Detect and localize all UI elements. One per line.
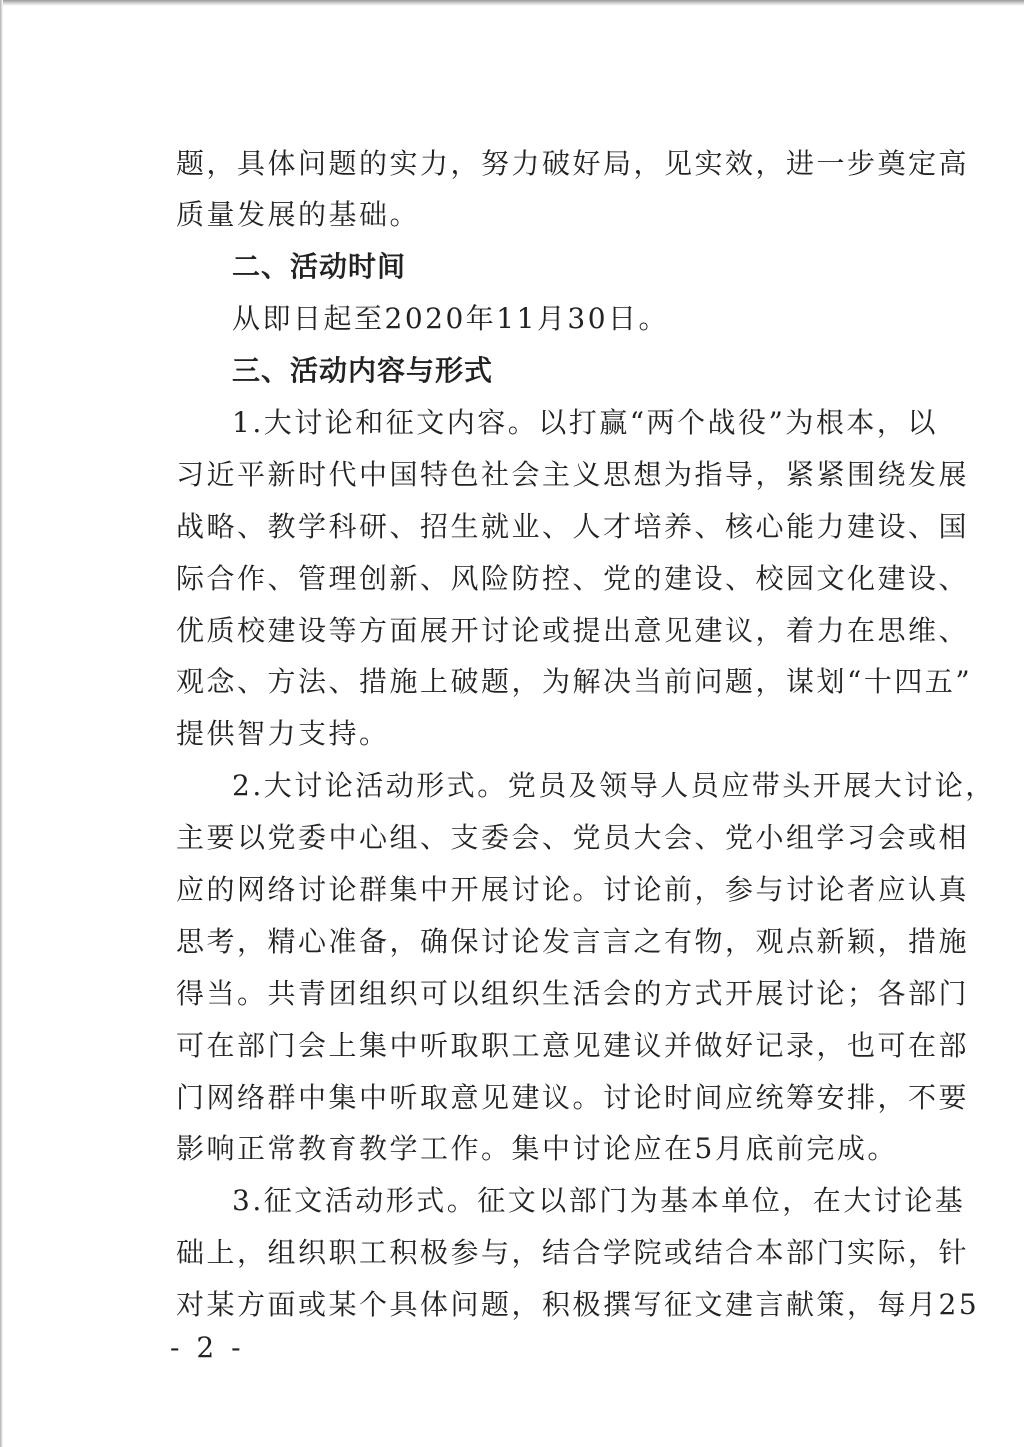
paragraph-line: 2.大讨论活动形式。党员及领导人员应带头开展大讨论， [232,769,996,802]
paragraph-line: 思考，精心准备，确保讨论发言言之有物，观点新颖，措施 [176,925,970,958]
paragraph-line: 际合作、管理创新、风险防控、党的建设、校园文化建设、 [176,562,970,595]
paragraph-line: 优质校建设等方面展开讨论或提出意见建议，着力在思维、 [176,614,970,647]
section-heading-activity-time: 二、活动时间 [232,250,407,283]
page-number: - 2 - [170,1331,245,1364]
paragraph-line: 应的网络讨论群集中开展讨论。讨论前，参与讨论者应认真 [176,873,970,906]
paragraph-line: 习近平新时代中国特色社会主义思想为指导，紧紧围绕发展 [176,458,970,491]
paragraph-line: 提供智力支持。 [176,717,390,750]
paragraph-line: 3.征文活动形式。征文以部门为基本单位，在大讨论基 [232,1184,966,1217]
paragraph-line: 对某方面或某个具体问题，积极撰写征文建言献策，每月25 [176,1288,980,1321]
paragraph-line: 得当。共青团组织可以组织生活会的方式开展讨论；各部门 [176,977,970,1010]
paragraph-line: 础上，组织职工积极参与，结合学院或结合本部门实际，针 [176,1236,970,1269]
paragraph-line: 战略、教学科研、招生就业、人才培养、核心能力建设、国 [176,510,970,543]
section-heading-activity-content: 三、活动内容与形式 [232,354,494,387]
paragraph-line: 质量发展的基础。 [176,198,421,231]
paragraph-line: 影响正常教育教学工作。集中讨论应在5月底前完成。 [176,1132,898,1165]
paragraph-line: 主要以党委中心组、支委会、党员大会、党小组学习会或相 [176,821,970,854]
paragraph-line: 门网络群中集中听取意见建议。讨论时间应统筹安排，不要 [176,1081,970,1114]
paragraph-line: 观念、方法、措施上破题，为解决当前问题，谋划“十四五” [176,665,973,698]
paragraph-line: 从即日起至2020年11月30日。 [232,302,670,335]
paragraph-line: 可在部门会上集中听取职工意见建议并做好记录，也可在部 [176,1029,970,1062]
paragraph-line: 1.大讨论和征文内容。以打赢“两个战役”为根本，以 [232,406,938,439]
paragraph-line: 题，具体问题的实力，努力破好局，见实效，进一步奠定高 [176,147,970,180]
